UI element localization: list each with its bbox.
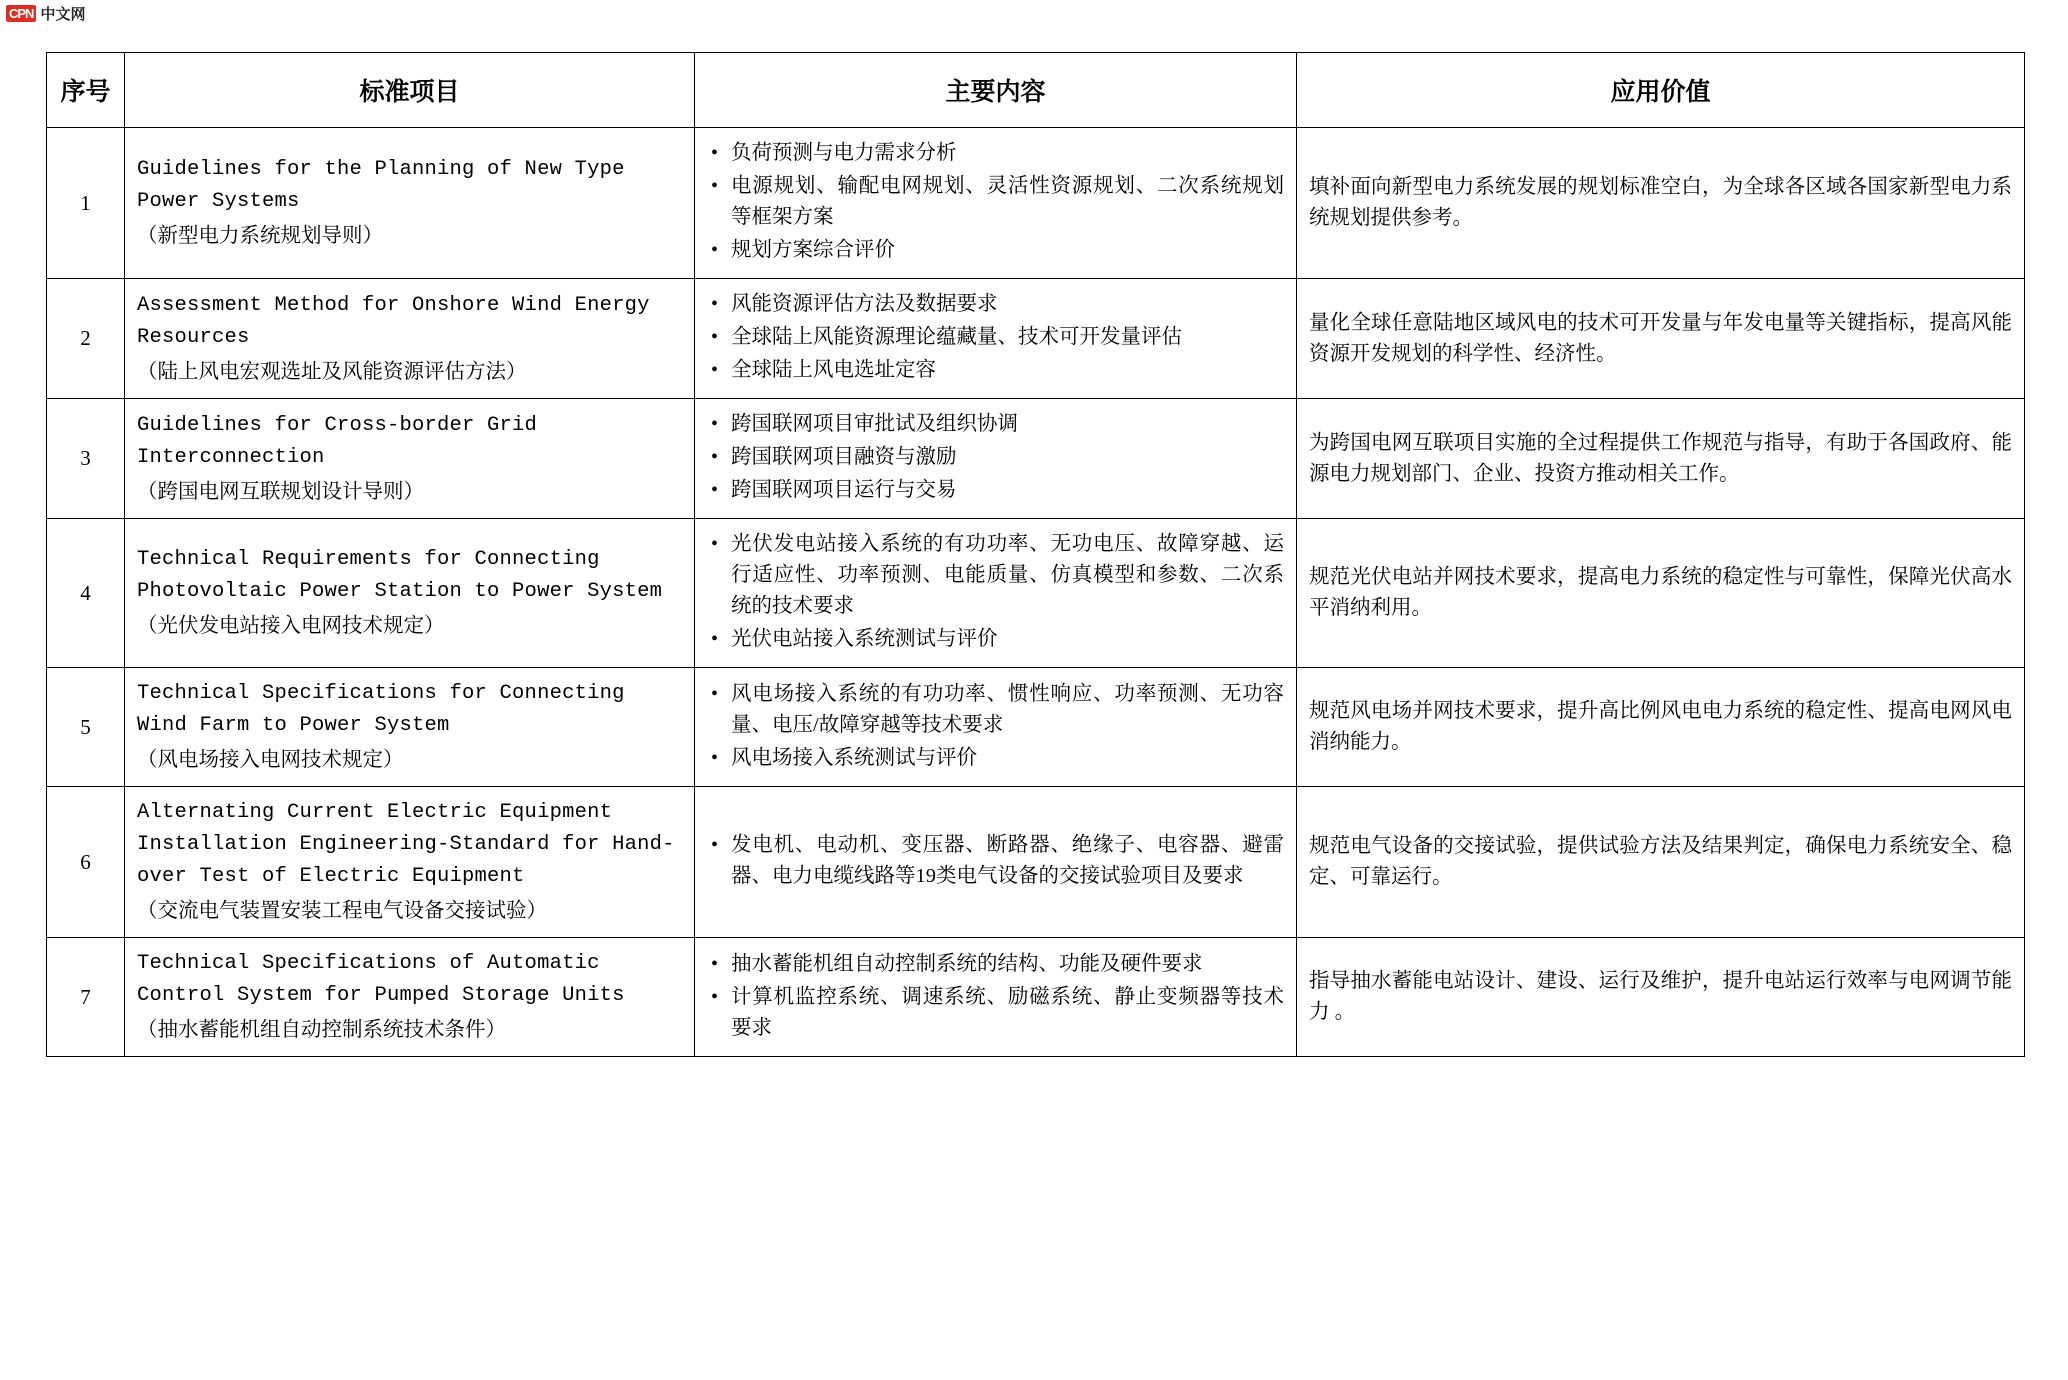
row-application-value [1297,128,2025,279]
row-application-value [1297,519,2025,668]
application-value-text: 填补面向新型电力系统发展的规划标准空白，为全球各区域各国家新型电力系统规划提供参考。 [1309,176,2012,229]
application-value-text: 指导抽水蓄能电站设计、建设、运行及维护，提升电站运行效率与电网调节能力 。 [1309,970,2012,1023]
row-application-value [1297,279,2025,399]
row-seq: 7 [47,938,125,1057]
standards-table-container [46,52,2024,1057]
main-content-list [707,529,1284,655]
table-row [47,938,2025,1057]
header-item: 标准项目 [125,53,695,128]
list-item: • 光伏发电站接入系统的有功功率、无功电压、故障穿越、运行适应性、功率预测、电能质量、仿真模型和参数、二次系统的技术要求 [707,529,1284,622]
list-item: • 风电场接入系统测试与评价 [707,743,1284,774]
table-row [47,668,2025,787]
application-value-text: 量化全球任意陆地区域风电的技术可开发量与年发电量等关键指标，提高风能资源开发规划的科学性、经济性。 [1309,311,2012,365]
standard-title-zh: （交流电气装置安装工程电气设备交接试验） [137,900,547,922]
row-seq: 5 [47,668,125,787]
application-value-text: 规范光伏电站并网技术要求，提高电力系统的稳定性与可靠性，保障光伏高水平消纳利用。 [1309,566,2012,619]
row-main-content [695,668,1297,787]
standard-title-en: Guidelines for Cross-border Grid Interconnection [137,413,538,469]
table-row [47,279,2025,399]
row-main-content [695,399,1297,519]
row-seq: 4 [47,519,125,668]
table-row [47,399,2025,519]
header-main: 主要内容 [695,53,1297,128]
row-seq: 1 [47,128,125,279]
list-item: • 发电机、电动机、变压器、断路器、绝缘子、电容器、避雷器、电力电缆线路等19类电气设备的交接试验项目及要求 [707,830,1284,892]
row-seq: 6 [47,787,125,938]
application-value-text: 为跨国电网互联项目实施的全过程提供工作规范与指导，有助于各国政府、能源电力规划部门、企业、投资方推动相关工作。 [1309,431,2012,485]
standard-title-en: Technical Specifications for Connecting Wind Farm to Power System [137,682,625,737]
row-standard-item [125,399,695,519]
header-seq: 序号 [47,53,125,128]
logo-text: 中文网 [40,6,86,23]
application-value-text: 规范电气设备的交接试验，提供试验方法及结果判定，确保电力系统安全、稳定、可靠运行。 [1309,835,2012,888]
row-main-content [695,787,1297,938]
standards-table [46,52,2025,1057]
standard-title-en: Guidelines for the Planning of New Type Power Systems [137,158,625,213]
list-item: • 风电场接入系统的有功功率、惯性响应、功率预测、无功容量、电压/故障穿越等技术要求 [707,679,1284,741]
standard-title-zh: （新型电力系统规划导则） [137,225,383,247]
row-application-value [1297,668,2025,787]
row-standard-item [125,279,695,399]
row-standard-item [125,938,695,1057]
list-item: • 全球陆上风电选址定容 [707,355,1284,386]
row-application-value [1297,399,2025,519]
row-standard-item [125,128,695,279]
row-seq: 2 [47,279,125,399]
list-item: • 风能资源评估方法及数据要求 [707,289,1284,320]
table-row [47,128,2025,279]
table-row [47,787,2025,938]
row-application-value [1297,787,2025,938]
list-item: • 跨国联网项目运行与交易 [707,475,1284,506]
row-main-content [695,279,1297,399]
standard-title-zh: （抽水蓄能机组自动控制系统技术条件） [137,1019,506,1041]
row-standard-item [125,519,695,668]
list-item: • 光伏电站接入系统测试与评价 [707,624,1284,655]
standard-title-en: Technical Specifications of Automatic Control System for Pumped Storage Units [137,952,625,1007]
main-content-list [707,289,1284,386]
standard-title-en: Technical Requirements for Connecting Photovoltaic Power Station to Power System [137,548,663,603]
row-standard-item [125,787,695,938]
row-standard-item [125,668,695,787]
standard-title-zh: （风电场接入电网技术规定） [137,749,404,771]
main-content-list [707,409,1284,506]
standard-title-en: Assessment Method for Onshore Wind Energy Resources [137,293,650,349]
application-value-text: 规范风电场并网技术要求，提升高比例风电电力系统的稳定性、提高电网风电消纳能力。 [1309,700,2012,753]
row-main-content [695,938,1297,1057]
list-item: • 跨国联网项目审批试及组织协调 [707,409,1284,440]
list-item: • 规划方案综合评价 [707,235,1284,266]
main-content-list [707,830,1284,892]
main-content-list [707,949,1284,1044]
main-content-list [707,138,1284,266]
row-main-content [695,128,1297,279]
list-item: • 负荷预测与电力需求分析 [707,138,1284,169]
site-logo [6,3,85,24]
standard-title-zh: （跨国电网互联规划设计导则） [137,480,424,503]
row-application-value [1297,938,2025,1057]
list-item: • 跨国联网项目融资与激励 [707,442,1284,473]
row-seq: 3 [47,399,125,519]
standard-title-zh: （光伏发电站接入电网技术规定） [137,615,445,637]
table-header-row [47,53,2025,128]
row-main-content [695,519,1297,668]
standard-title-zh: （陆上风电宏观选址及风能资源评估方法） [137,360,527,383]
list-item: • 抽水蓄能机组自动控制系统的结构、功能及硬件要求 [707,949,1284,980]
list-item: • 电源规划、输配电网规划、灵活性资源规划、二次系统规划等框架方案 [707,171,1284,233]
main-content-list [707,679,1284,774]
logo-mark-icon: CPN [6,5,36,22]
table-row [47,519,2025,668]
watermark-bar [0,0,2068,30]
standard-title-en: Alternating Current Electric Equipment Installation Engineering-Standard for Hand-over Test of Electric Equipment [137,801,675,888]
header-value: 应用价值 [1297,53,2025,128]
list-item: • 计算机监控系统、调速系统、励磁系统、静止变频器等技术要求 [707,982,1284,1044]
list-item: • 全球陆上风能资源理论蕴藏量、技术可开发量评估 [707,322,1284,353]
